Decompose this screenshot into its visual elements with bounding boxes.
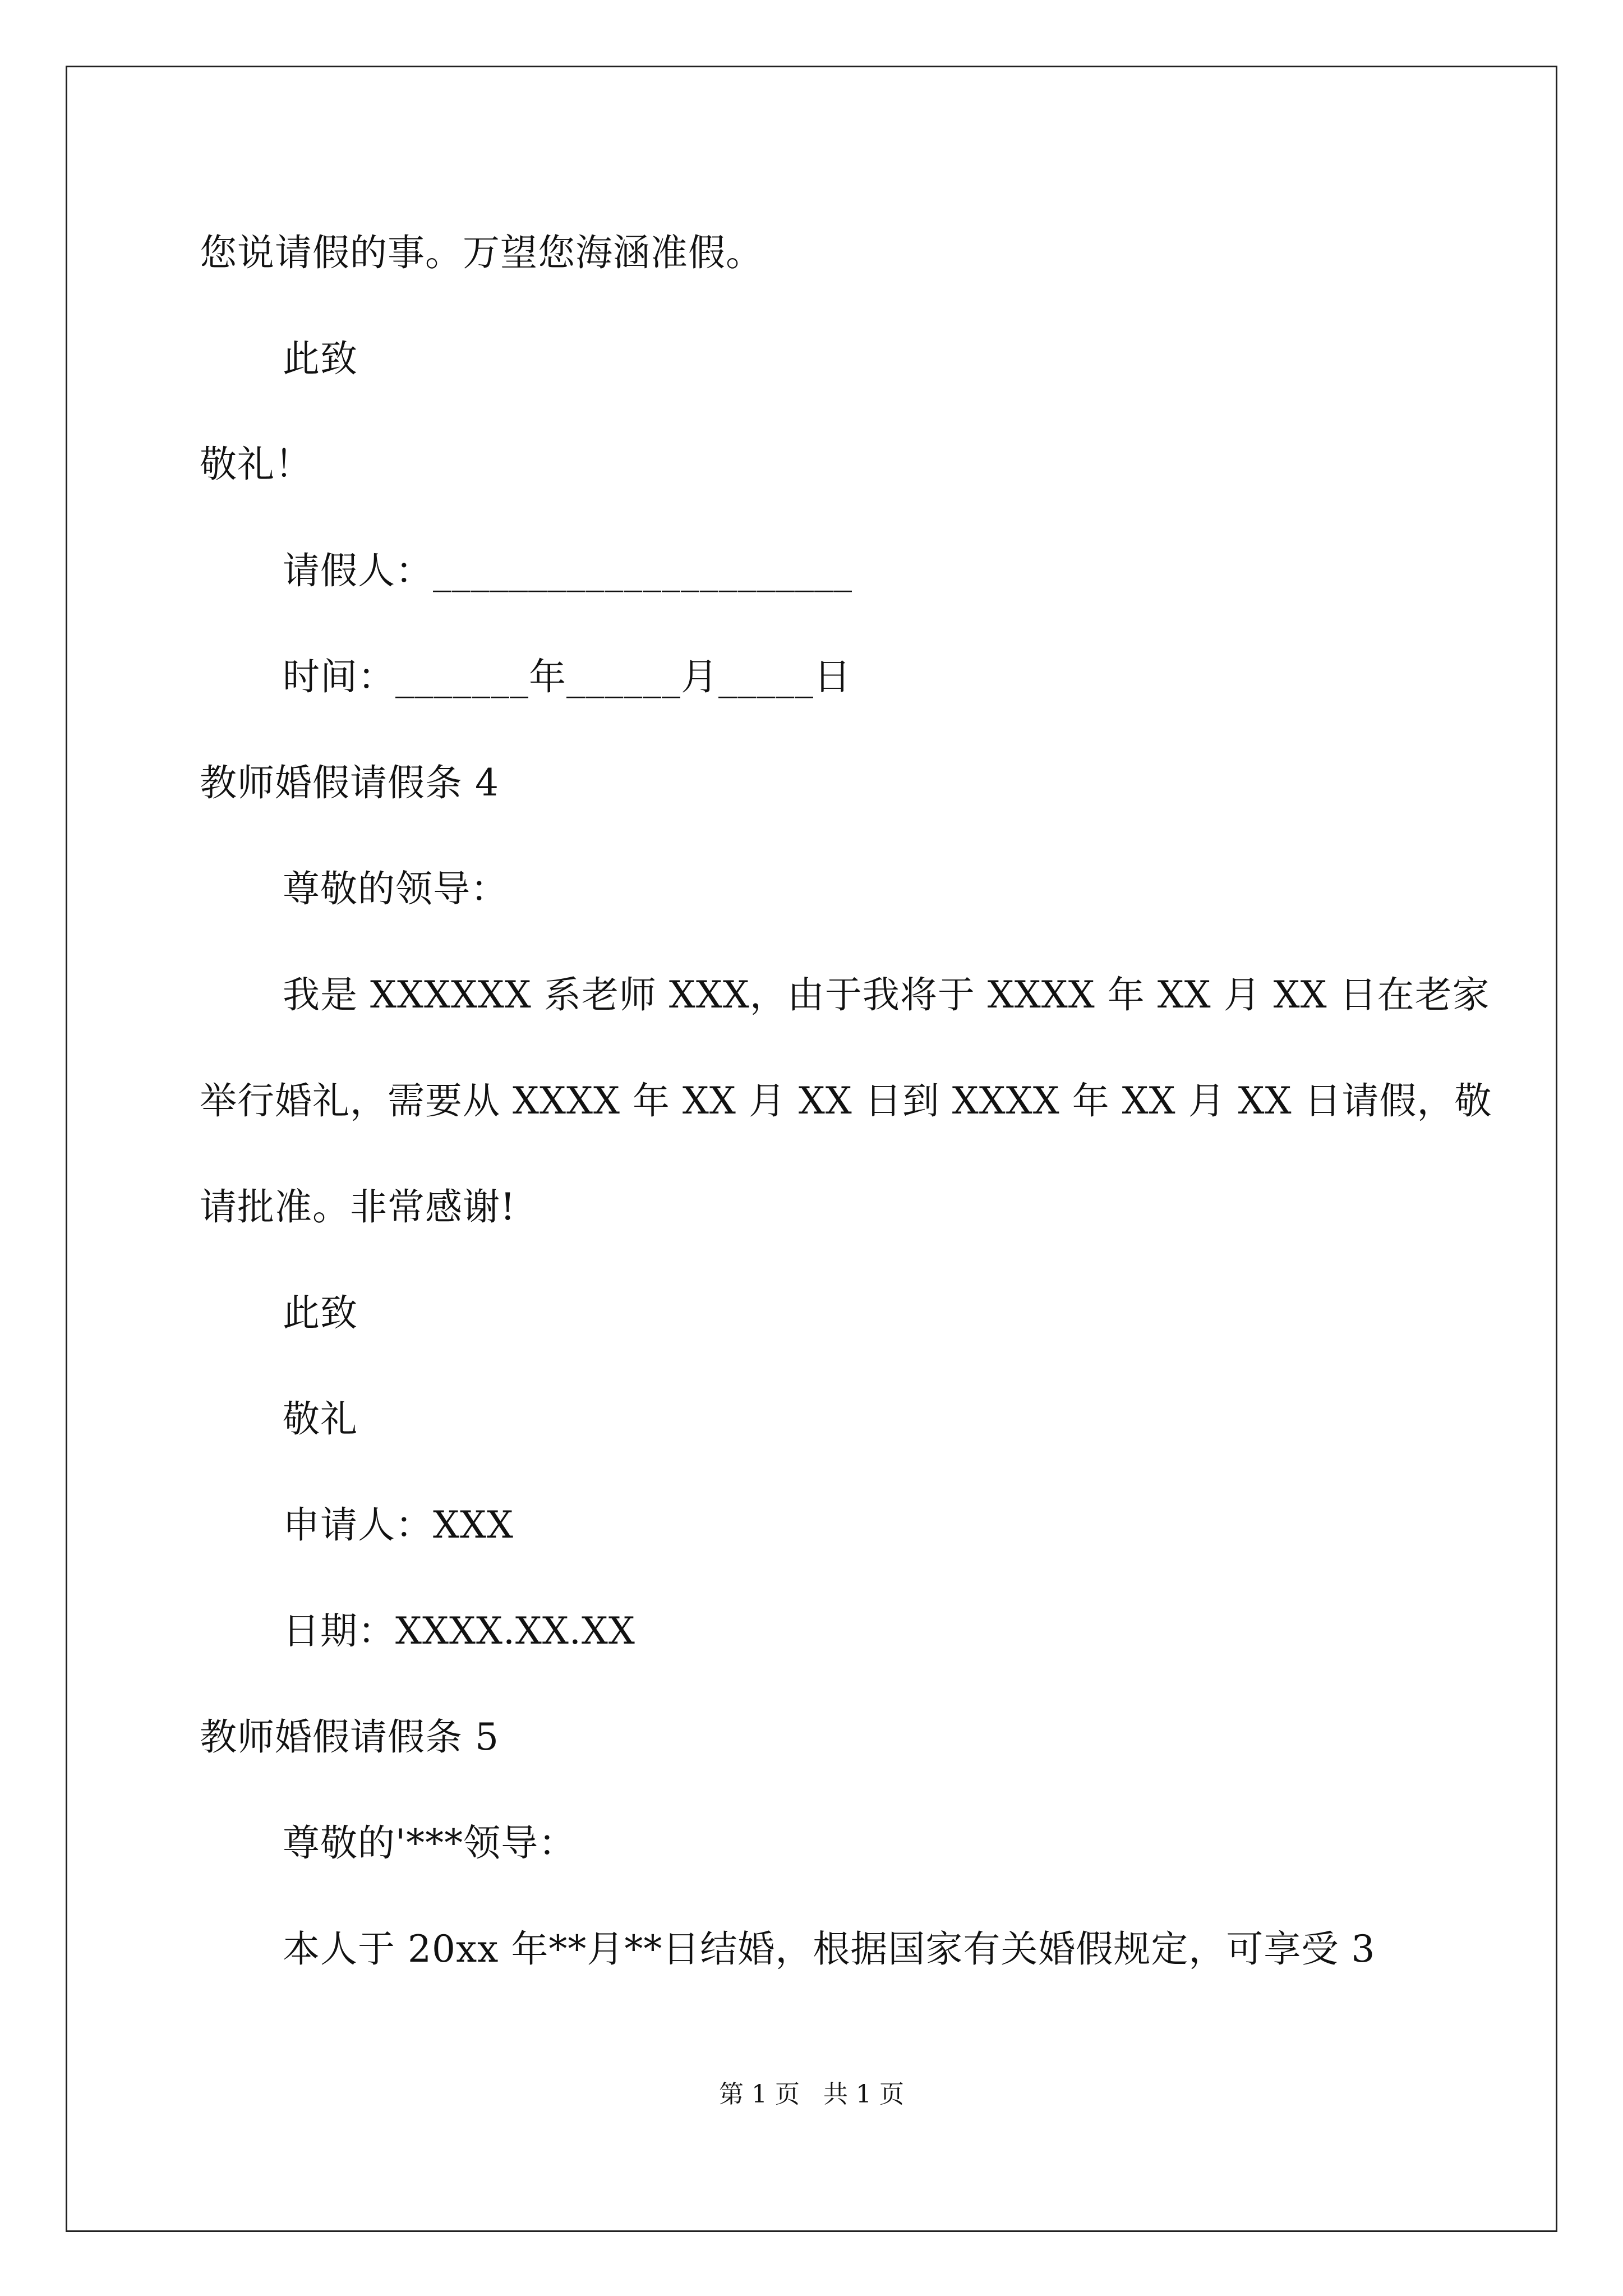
applicant-field: 请假人：______________________ <box>283 549 852 592</box>
body-text-line: 本人于 20xx 年**月**日结婚，根据国家有关婚假规定，可享受 3 <box>283 1927 1376 1971</box>
date-field: 时间：_______年______月_____日 <box>283 655 851 698</box>
page-border <box>66 66 1557 2232</box>
page-count: 共 1 页 <box>823 2080 904 2109</box>
closing-salutation: 此致 <box>283 337 358 380</box>
date-line: 日期：XXXX.XX.XX <box>283 1609 635 1653</box>
letter-greeting: 尊敬的领导： <box>283 867 508 910</box>
body-text-line: 我是 XXXXXX 系老师 XXX，由于我将于 XXXX 年 XX 月 XX 日在老家 <box>283 973 1490 1016</box>
letter-greeting: 尊敬的'***领导： <box>283 1821 577 1865</box>
body-text-line: 举行婚礼，需要从 XXXX 年 XX 月 XX 日到 XXXX 年 XX 月 XX 日请假，敬 <box>200 1079 1492 1122</box>
page-footer <box>0 2082 1623 2107</box>
closing-regards: 敬礼 <box>283 1397 358 1441</box>
page-number: 第 1 页 <box>719 2080 800 2109</box>
closing-salutation: 此致 <box>283 1291 358 1335</box>
section-heading: 教师婚假请假条 4 <box>200 761 499 804</box>
body-text-line: 请批准。非常感谢! <box>200 1185 516 1228</box>
section-heading: 教师婚假请假条 5 <box>200 1715 499 1759</box>
closing-regards: 敬礼！ <box>200 443 312 486</box>
applicant-line: 申请人：XXX <box>283 1503 514 1547</box>
body-text-line: 您说请假的事。万望您海涵准假。 <box>200 231 763 274</box>
